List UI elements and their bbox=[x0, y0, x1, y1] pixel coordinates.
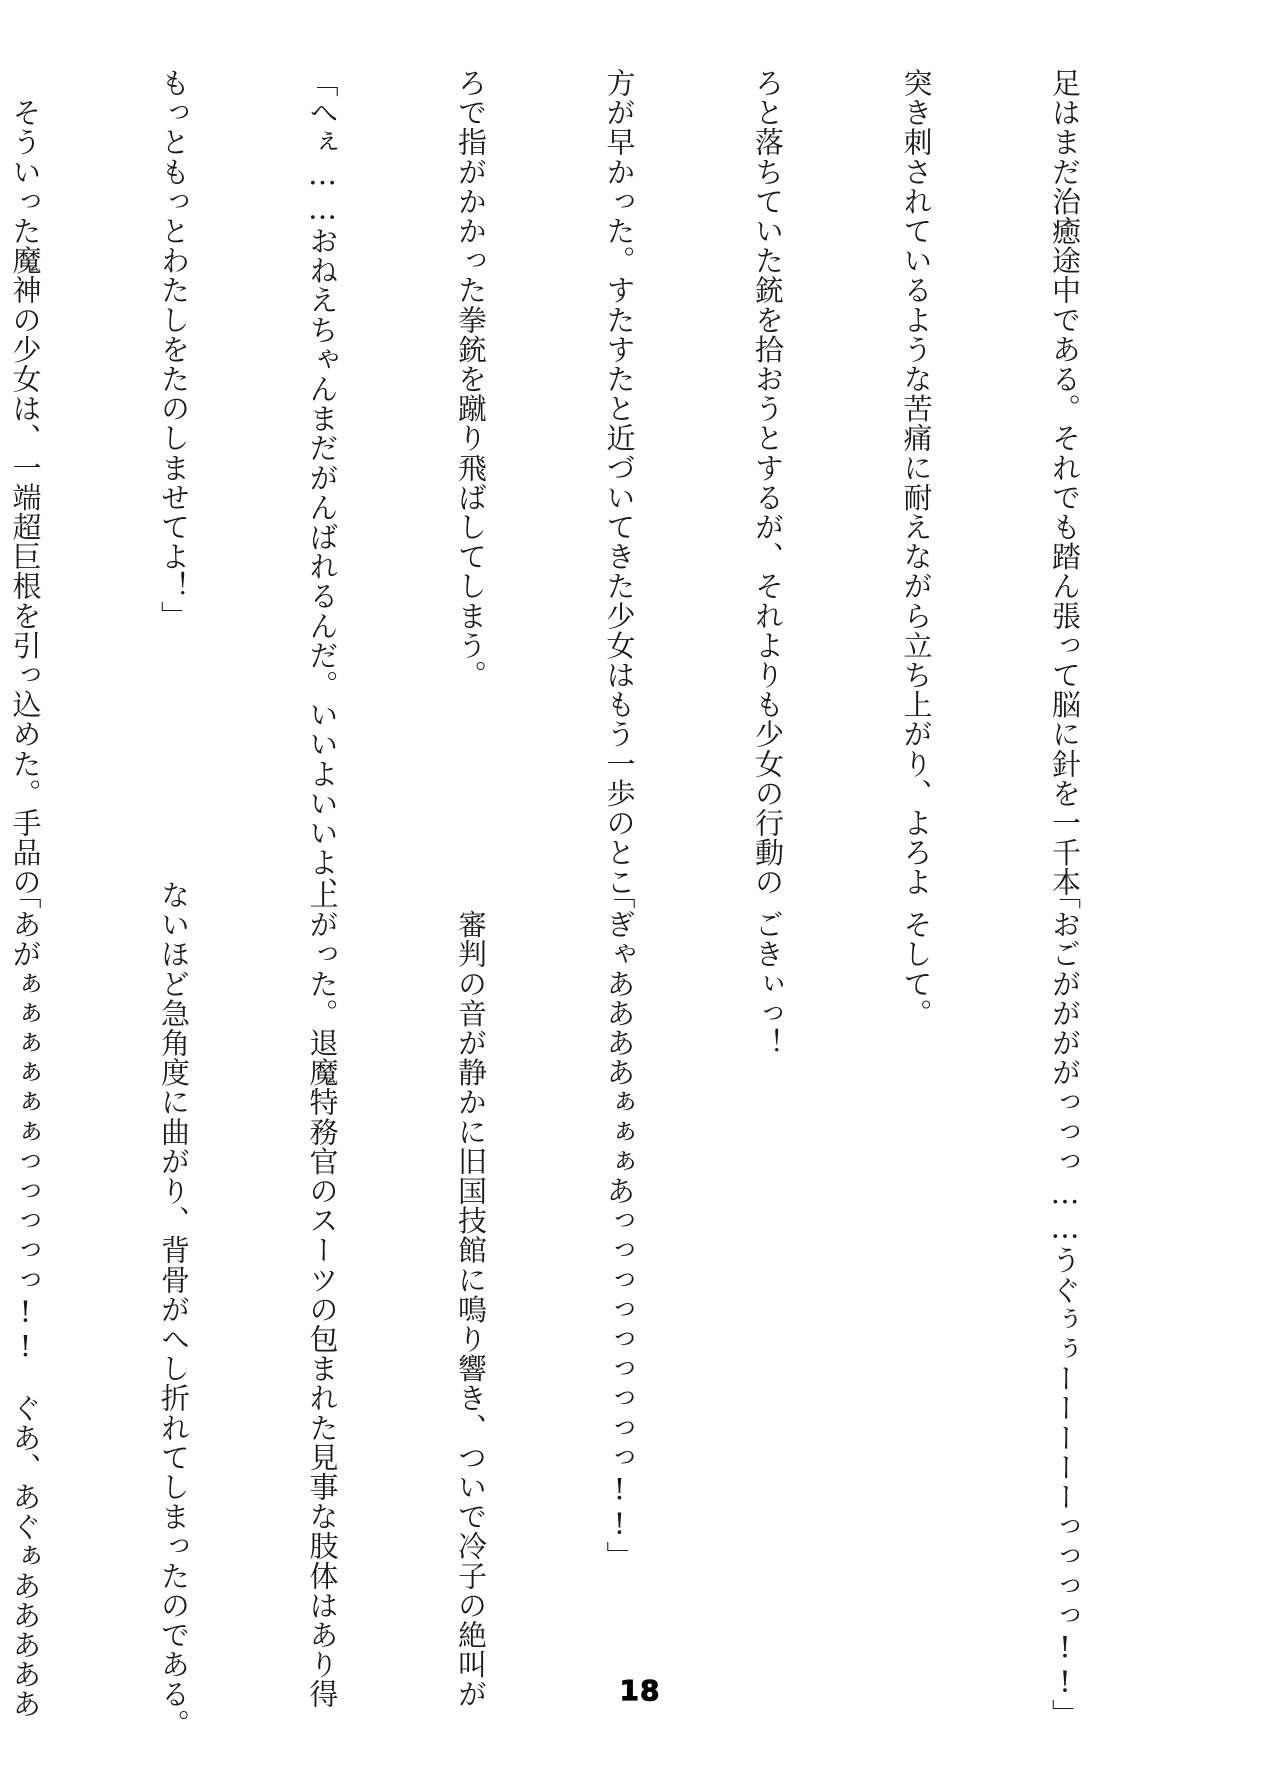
text-line: ないほど急角度に曲がり、背骨がへし折れてしまったのである。 bbox=[157, 880, 191, 1739]
text-line: そして。 bbox=[899, 880, 934, 1028]
text-line: ごきぃっ！ bbox=[751, 880, 785, 1058]
text-line: 「おごががががっっっ……うぐぅぅーーーーーっっっっ!!」 bbox=[1048, 880, 1082, 1729]
text-line: ろと落ちていた銃を拾おうとするが、それよりも少女の行動の bbox=[751, 68, 785, 897]
text-line: もっともっとわたしをたのしませてよ！」 bbox=[157, 68, 191, 631]
text-line: ろで指がかかった拳銃を蹴り飛ばしてしまう。 bbox=[454, 68, 488, 690]
upper-text-block bbox=[8, 68, 1188, 907]
text-line: 方が早かった。すたすたと近づいてきた少女はもう一歩のとこ bbox=[602, 68, 637, 897]
text-line: 審判の音が静かに旧国技館に鳴り響き、ついで冷子の絶叫が bbox=[454, 880, 488, 1709]
text-line: 突き刺されているような苦痛に耐えながら立ち上がり、よろよ bbox=[899, 68, 934, 897]
text-line: 「あがぁぁぁぁぁぁっっっっっ!! ぐあ、あぐぁあああああ bbox=[8, 880, 43, 1719]
text-line: 上がった。退魔特務官のスーツの包まれた見事な肢体はあり得 bbox=[305, 880, 340, 1709]
text-line: そういった魔神の少女は、一端超巨根を引っ込めた。手品の bbox=[8, 68, 43, 897]
text-line: 足はまだ治癒途中である。それでも踏ん張って脳に針を一千本 bbox=[1048, 68, 1082, 897]
page-number: 18 bbox=[619, 1674, 661, 1707]
text-line: 「へぇ……おねえちゃんまだがんばれるんだ。いいよいいよ、 bbox=[305, 68, 340, 907]
text-line: 「ぎゃああああぁぁぁあっっっっっっっっっ!!」 bbox=[602, 880, 637, 1571]
